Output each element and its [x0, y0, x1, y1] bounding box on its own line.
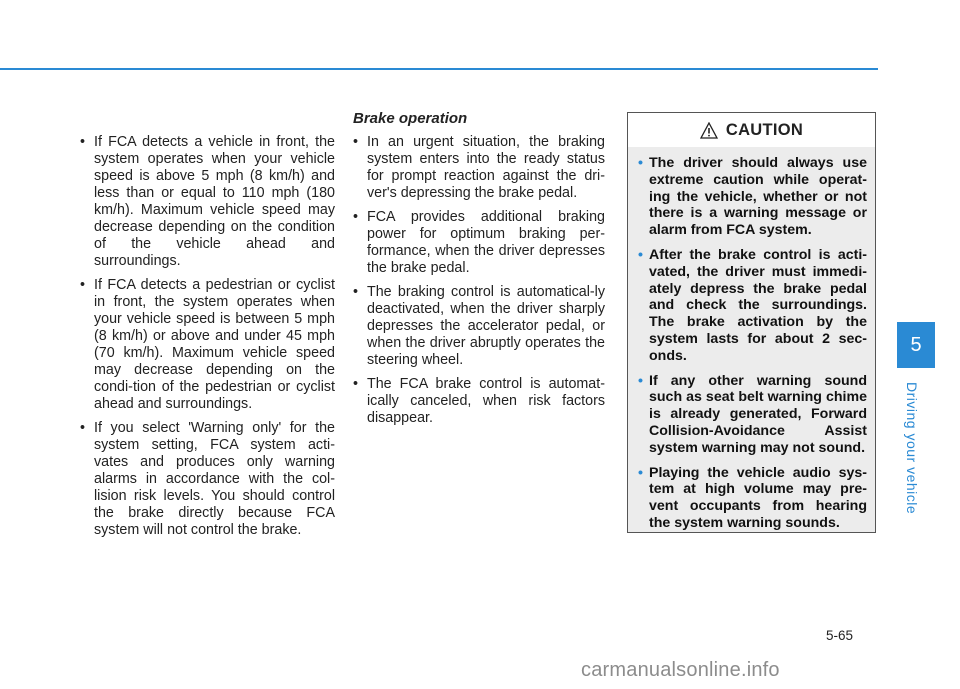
list-item: • If FCA detects a pedestrian or cyclist in front, the system operates when your vehicle speed is between 5 mph (8 km/h) or above and under 45 mph (70 km/h). Maximum vehicle speed may decrease depending on the condi-tion of the pedestrian or cyclist ahead and surroundings.: [80, 277, 335, 413]
list-item: • After the brake control is acti-vated, the driver must immedi-ately depress the brake pedal and check the surroundings. The brake activation by the system lasts for about 2 sec-onds.: [638, 247, 867, 365]
list-item: • The braking control is automatical-ly deactivated, when the driver sharply depresses the accelerator pedal, or when the driver abruptly operates the steering wheel.: [353, 284, 605, 369]
left-bullet-list: [80, 134, 335, 539]
list-item: • If you select 'Warning only' for the system setting, FCA system acti-vates and produces only warning alarms in accordance with the col-lision risk levels. You should control the brake directly because FCA system will not control the brake.: [80, 420, 335, 539]
list-item: • If any other warning sound such as seat belt warning chime is already generated, Forward Collision-Avoidance Assist system warning may not sound.: [638, 373, 867, 457]
watermark-text: carmanualsonline.info: [581, 659, 780, 681]
list-item: • In an urgent situation, the braking system enters into the ready status for prompt reaction against the dri-ver's depressing the brake pedal.: [353, 134, 605, 202]
brake-bullet-list: [353, 134, 605, 427]
section-title: Brake operation: [353, 110, 468, 127]
chapter-number-tab: 5: [897, 322, 935, 368]
list-item: • Playing the vehicle audio sys-tem at high volume may pre-vent occupants from hearing the system warning sounds.: [638, 465, 867, 532]
list-item: • The driver should always use extreme caution while operat-ing the vehicle, whether or not there is a warning message or alarm from FCA system.: [638, 155, 867, 239]
caution-body: [628, 147, 875, 532]
caution-list: [638, 155, 867, 532]
left-column: [80, 134, 335, 546]
caution-title: CAUTION: [725, 120, 804, 139]
caution-box: [627, 112, 876, 533]
list-item: • FCA provides additional braking power for optimum braking per-formance, when the driver depresses the brake pedal.: [353, 209, 605, 277]
list-item: • The FCA brake control is automat-ically canceled, when risk factors disappear.: [353, 376, 605, 427]
chapter-label: Driving your vehicle: [904, 382, 920, 515]
list-item: • If FCA detects a vehicle in front, the system operates when your vehicle speed is above 5 mph (8 km/h) and less than or equal to 110 mph (180 km/h). Maximum vehicle speed may decrease depending on the condition of the vehicle ahead and surroundings.: [80, 134, 335, 270]
caution-header: [628, 113, 875, 148]
brake-operation-section: [353, 110, 605, 434]
page-number: 5-65: [826, 628, 854, 643]
header-rule: [0, 68, 878, 70]
warning-triangle-icon: [700, 122, 718, 139]
